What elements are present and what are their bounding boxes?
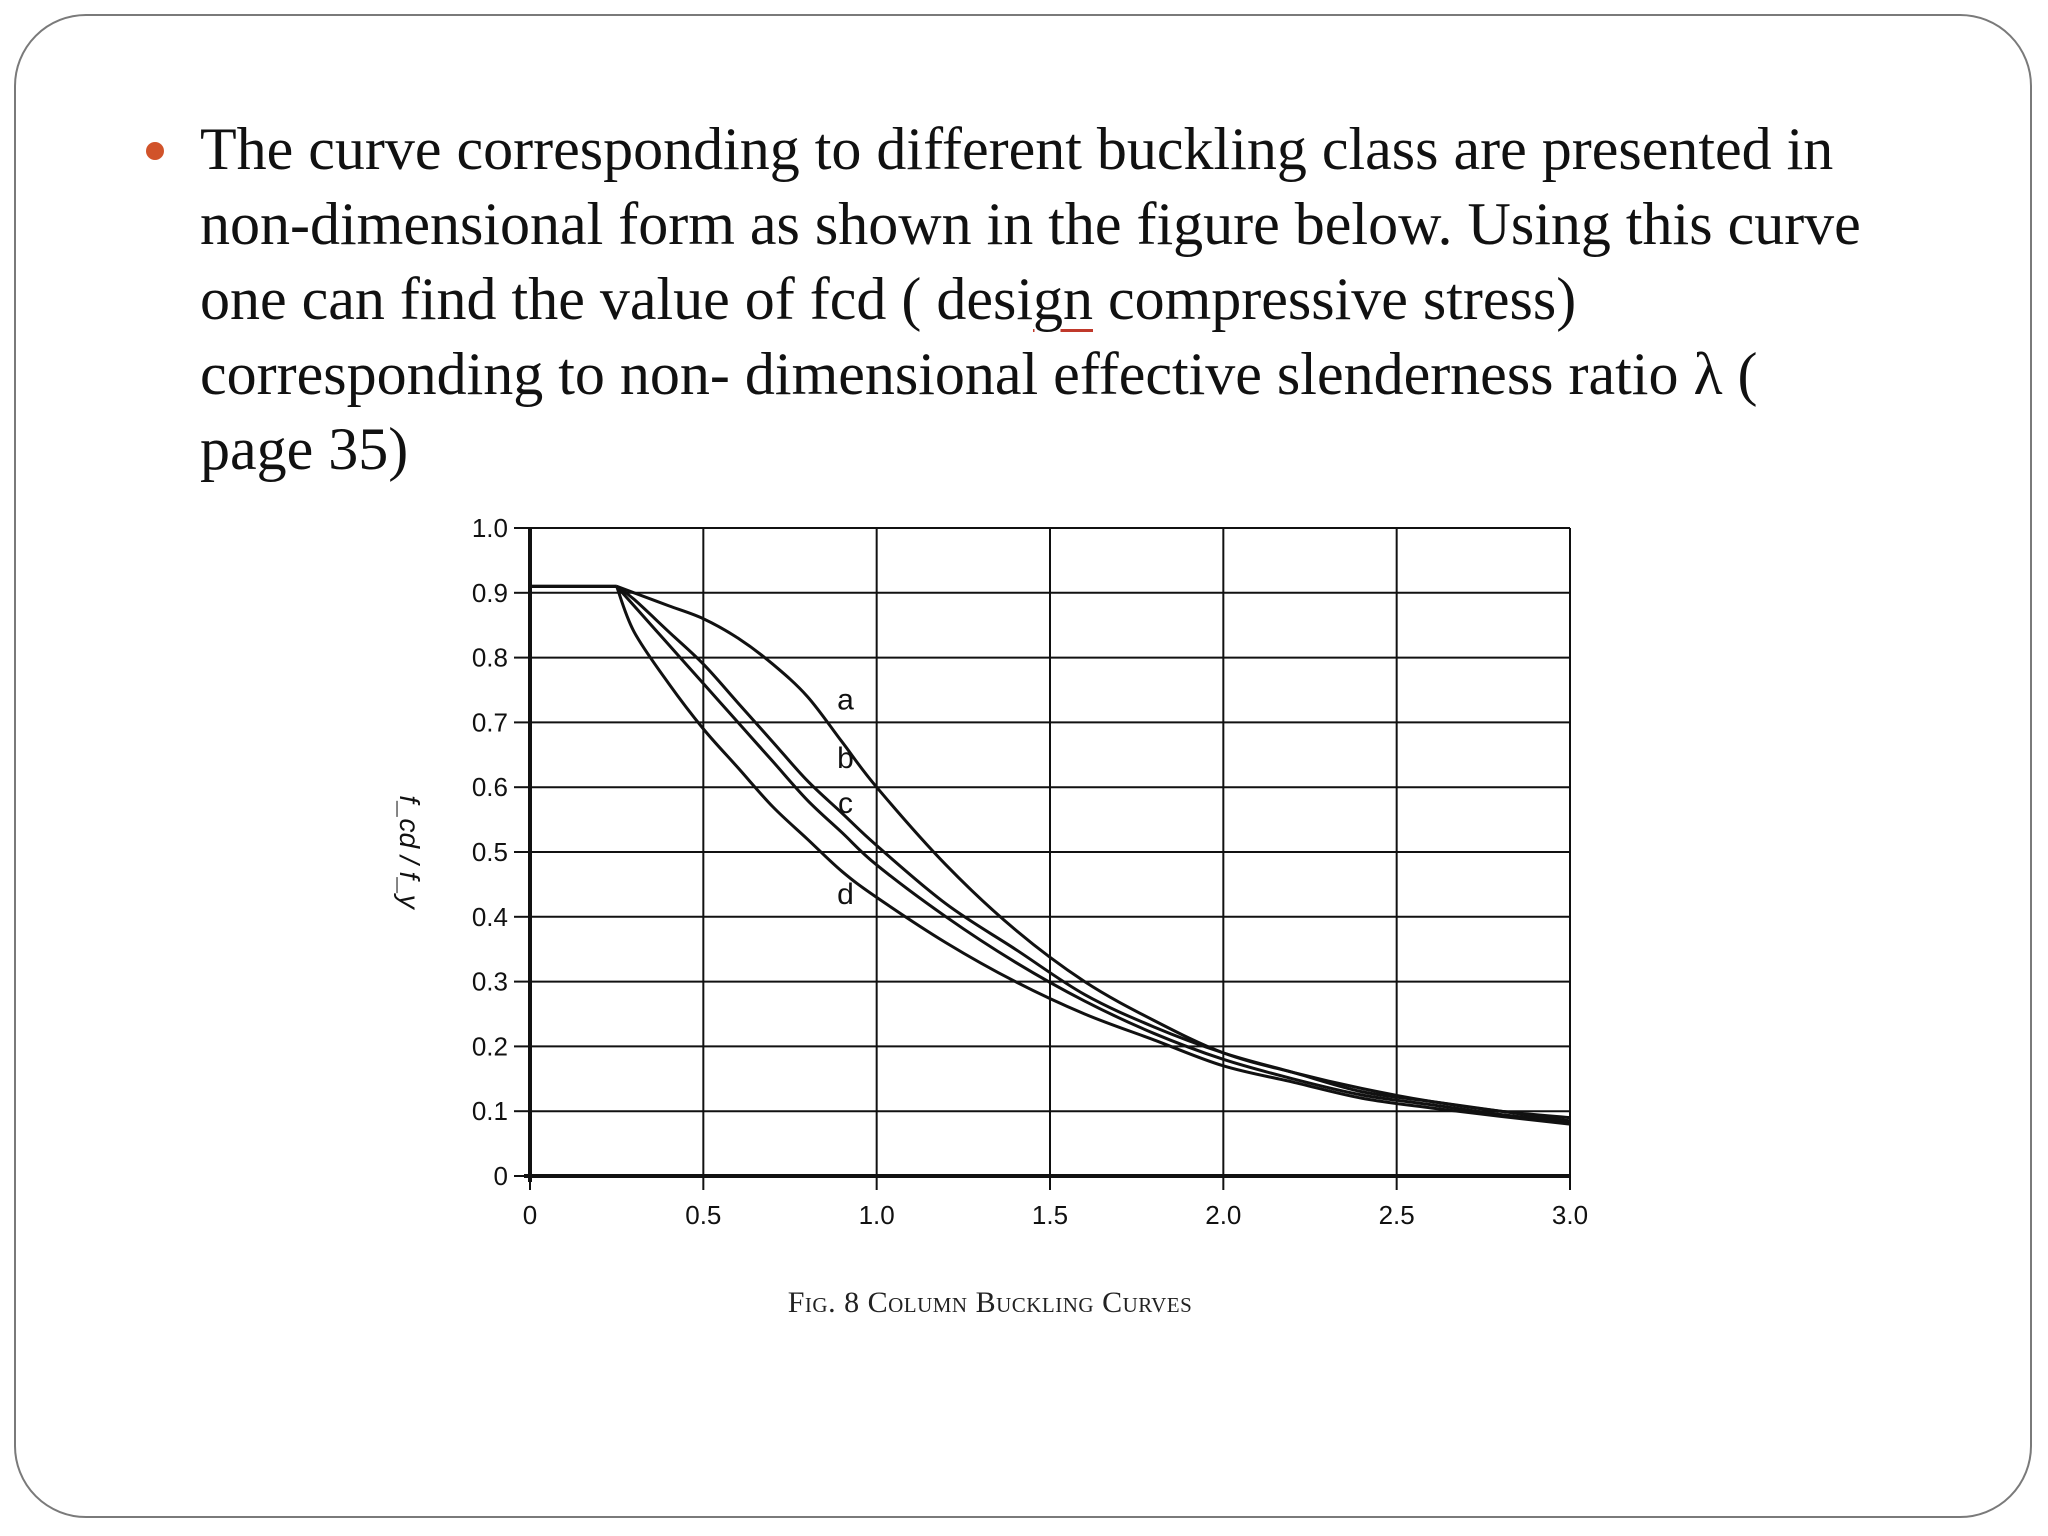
- y-tick-label: 0.2: [471, 1031, 508, 1062]
- bullet-text: [200, 112, 2048, 487]
- y-tick-label: 0.6: [471, 772, 508, 803]
- curve-label-a: a: [837, 683, 854, 717]
- spellcheck-underline: gn: [1033, 266, 1093, 332]
- figure-caption: Fig. 8 Column Buckling Curves: [787, 1286, 1193, 1319]
- y-tick-label: 0.5: [471, 837, 508, 867]
- x-tick-label: 3.0: [1551, 1200, 1589, 1230]
- x-tick-label: 2.0: [1205, 1200, 1242, 1230]
- y-tick-label: 0.9: [471, 577, 508, 608]
- curve-label-c: c: [837, 787, 853, 821]
- y-tick-label: 0.3: [471, 966, 508, 997]
- curve-label-d: d: [837, 877, 854, 911]
- chart-svg: [360, 500, 1620, 1260]
- bullet-line-2: non-dimensional form as shown in the figure below. Using this curve: [200, 191, 1861, 257]
- x-tick-label: 1.5: [1031, 1200, 1069, 1230]
- x-tick-label: 0.5: [685, 1200, 722, 1230]
- y-tick-label: 0.8: [471, 642, 508, 673]
- y-tick-label: 1.0: [471, 513, 508, 543]
- bullet-line-1: The curve corresponding to different buckling class are presented in: [200, 116, 1834, 182]
- y-axis-title: f_cd / f_y: [394, 795, 425, 909]
- bullet-dot-icon: [146, 142, 164, 160]
- curve-label-b: b: [837, 741, 854, 775]
- y-tick-label: 0.1: [471, 1096, 508, 1127]
- y-tick-label: 0: [493, 1161, 508, 1191]
- x-tick-label: 1.0: [858, 1200, 895, 1230]
- bullet-line-4: corresponding to non- dimensional effective slenderness ratio λ (: [200, 341, 1758, 407]
- bullet-line-5: page 35): [200, 416, 409, 482]
- bullet-line-3-start: one can find the value of fcd ( desi: [200, 266, 1033, 332]
- x-tick-label: 2.5: [1378, 1200, 1415, 1230]
- series-line-c: [617, 586, 1570, 1122]
- y-tick-label: 0.7: [471, 707, 508, 738]
- bullet-line-3-end: compressive stress): [1093, 266, 1577, 332]
- series-line-b: [617, 586, 1570, 1121]
- x-tick-label: 0: [522, 1200, 538, 1230]
- bullet-line-3: [200, 262, 2048, 337]
- y-tick-label: 0.4: [471, 901, 508, 932]
- series-line-d: [617, 586, 1570, 1124]
- buckling-chart: [360, 500, 1620, 1360]
